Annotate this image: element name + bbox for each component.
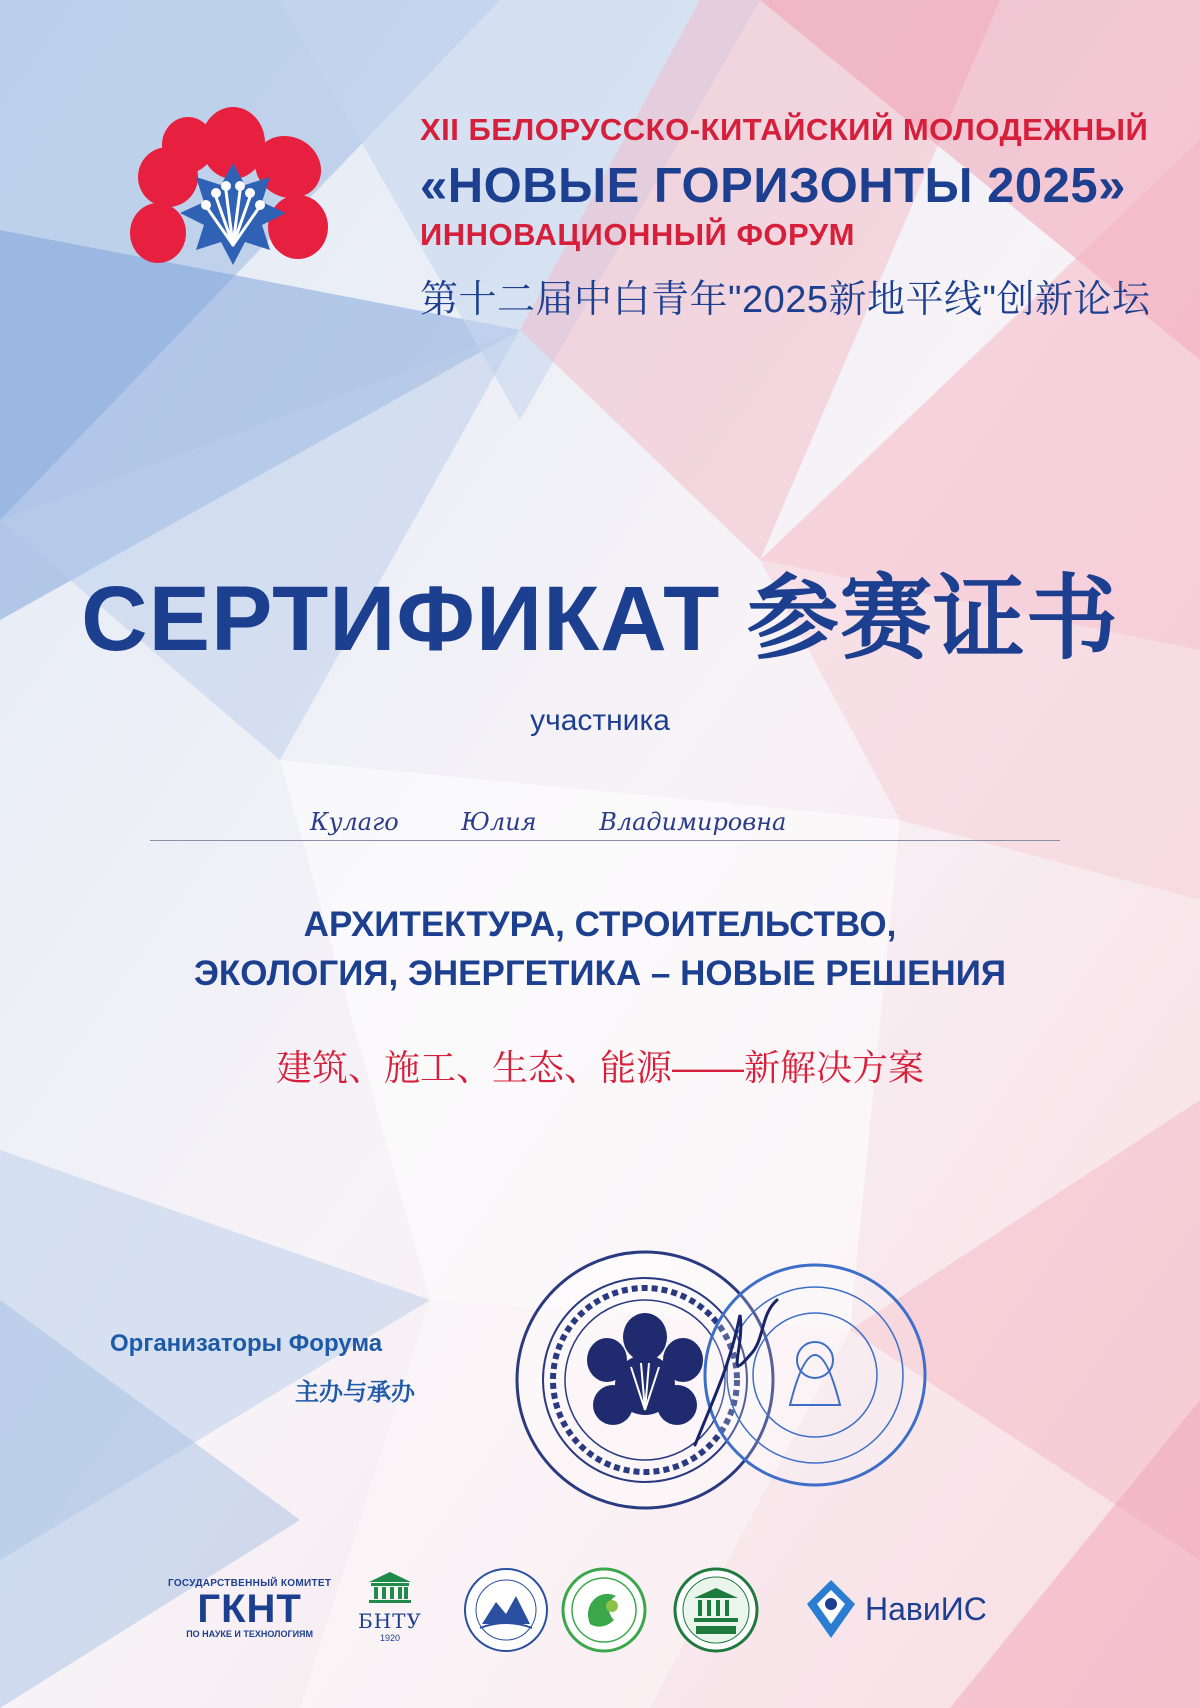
name-underline <box>150 840 1060 841</box>
gknt-logo-bottom-text: ПО НАУКЕ И ТЕХНОЛОГИЯМ <box>186 1629 314 1639</box>
gknt-logo-main-text: ГКНТ <box>197 1587 302 1631</box>
seals-and-signature <box>515 1245 935 1515</box>
bntu-year: 1920 <box>379 1633 401 1643</box>
section-title-line1: АРХИТЕКТУРА, СТРОИТЕЛЬСТВО, <box>303 905 897 944</box>
forum-title-chinese: 第十二届中白青年"2025新地平线"创新论坛 <box>420 279 1151 321</box>
section-title-line2: ЭКОЛОГИЯ, ЭНЕРГЕТИКА – НОВЫЕ РЕШЕНИЯ <box>193 954 1007 993</box>
university-emblem-logo <box>462 1566 550 1654</box>
forum-title-line2: «НОВЫЕ ГОРИЗОНТЫ 2025» <box>420 159 1126 213</box>
participant-name: Кулаго Юлия Владимировна <box>310 808 787 836</box>
navis-label: НавиИС <box>865 1590 987 1627</box>
gknt-logo-top-text: ГОСУДАРСТВЕННЫЙ КОМИТЕТ <box>168 1578 332 1589</box>
certificate-subtitle: участника <box>530 704 670 737</box>
bntu-building-icon <box>367 1570 413 1604</box>
section-title-chinese: 建筑、施工、生态、能源——新解决方案 <box>275 1047 924 1088</box>
polytechnic-logo <box>668 1566 764 1654</box>
gknt-logo <box>168 1578 331 1639</box>
forum-flower-logo <box>128 105 338 305</box>
green-emblem-logo <box>560 1566 648 1654</box>
forum-title-line3: ИННОВАЦИОННЫЙ ФОРУМ <box>420 217 855 252</box>
republic-seal <box>705 1265 925 1485</box>
organizers-label-chinese: 主办与承办 <box>295 1379 415 1406</box>
navis-marker-icon <box>805 1578 857 1640</box>
navis-logo <box>805 1578 987 1640</box>
certificate-title: СЕРТИФИКАТ 参赛证书 <box>81 568 1119 670</box>
bntu-logo <box>350 1570 430 1643</box>
bntu-label: БНТУ <box>358 1609 422 1633</box>
organizers-label: Организаторы Форума <box>110 1330 383 1357</box>
forum-title-line1: XII БЕЛОРУССКО-КИТАЙСКИЙ МОЛОДЕЖНЫЙ <box>420 112 1149 147</box>
